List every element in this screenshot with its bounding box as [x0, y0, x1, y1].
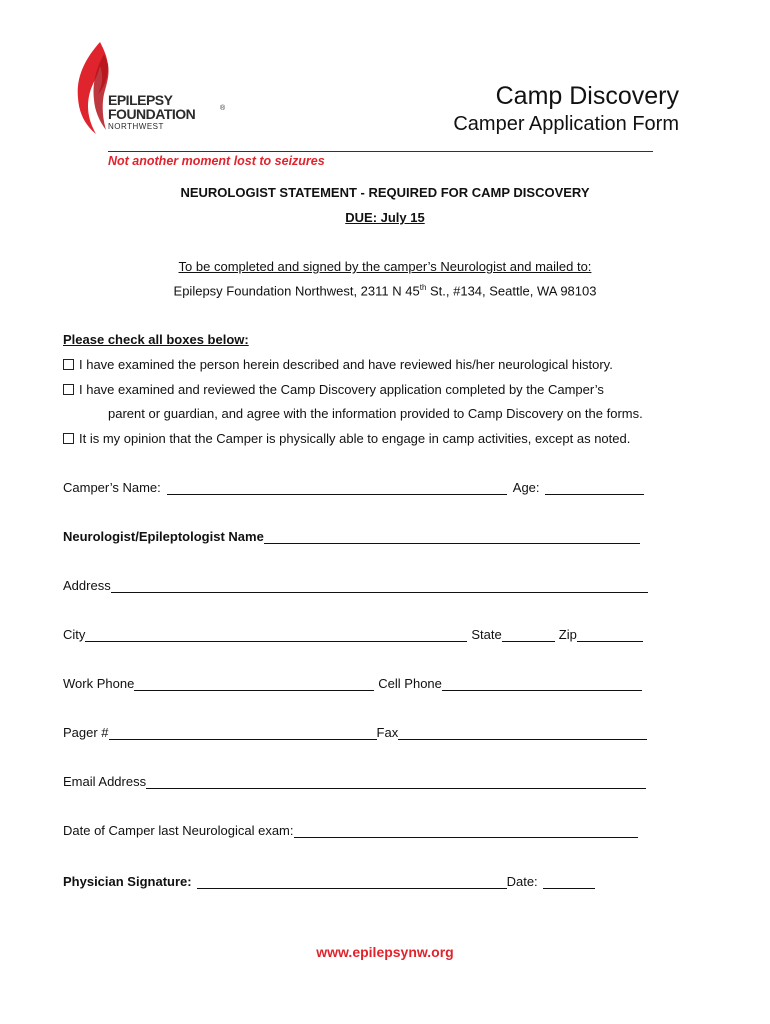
address-field[interactable] — [111, 580, 648, 593]
pager-label: Pager # — [63, 725, 109, 740]
address-part-2: St., #134, Seattle, WA 98103 — [426, 283, 597, 299]
checklist-item-continuation: parent or guardian, and agree with the information provided to Camp Discovery on the forms. — [108, 406, 643, 421]
phone-row — [63, 676, 642, 691]
cell-phone-label: Cell Phone — [378, 676, 442, 691]
checklist-item-label: I have examined and reviewed the Camp Discovery application completed by the Camper’s — [79, 382, 604, 397]
age-label: Age: — [512, 480, 540, 495]
epilepsy-foundation-logo — [74, 40, 234, 140]
state-label: State — [471, 627, 502, 642]
state-field[interactable] — [502, 629, 555, 642]
checkbox[interactable] — [63, 384, 74, 395]
address-part-1: Epilepsy Foundation Northwest, 2311 N 45 — [173, 283, 420, 299]
campers-name-label: Camper’s Name: — [63, 480, 161, 495]
checklist-heading: Please check all boxes below: — [63, 332, 249, 347]
registered-mark: ® — [220, 105, 226, 112]
work-phone-field[interactable] — [134, 678, 374, 691]
address-superscript: th — [419, 283, 427, 292]
campers-name-row — [63, 480, 644, 495]
city-field[interactable] — [85, 629, 467, 642]
work-phone-label: Work Phone — [63, 676, 135, 691]
campers-name-field[interactable] — [167, 482, 507, 495]
mailing-instructions: To be completed and signed by the camper’s Neurologist and mailed to: — [178, 259, 592, 274]
physician-signature-field[interactable] — [197, 876, 507, 889]
fax-field[interactable] — [398, 727, 647, 740]
pager-fax-row — [63, 725, 647, 740]
mailing-address — [0, 283, 770, 298]
zip-label: Zip — [558, 627, 577, 642]
tagline: Not another moment lost to seizures — [108, 154, 325, 168]
form-subtitle: Camper Application Form — [453, 113, 679, 135]
email-label: Email Address — [63, 774, 147, 789]
email-field[interactable] — [146, 776, 646, 789]
date-label: Date: — [506, 874, 538, 889]
city-state-zip-row — [63, 627, 643, 642]
checklist-item-label: It is my opinion that the Camper is physically able to engage in camp activities, except as noted. — [79, 431, 631, 446]
form-title: Camp Discovery — [495, 82, 679, 110]
footer-website-link[interactable]: www.epilepsynw.org — [316, 944, 454, 960]
checklist-item[interactable] — [63, 431, 630, 446]
statement-heading: NEUROLOGIST STATEMENT - REQUIRED FOR CAMP DISCOVERY — [180, 185, 590, 200]
neurologist-name-row — [63, 529, 640, 544]
address-row — [63, 578, 648, 593]
checklist-item[interactable] — [63, 357, 613, 372]
last-exam-field[interactable] — [294, 825, 638, 838]
city-label: City — [63, 627, 86, 642]
cell-phone-field[interactable] — [442, 678, 642, 691]
age-field[interactable] — [545, 482, 644, 495]
date-field[interactable] — [543, 876, 595, 889]
checklist-item[interactable] — [63, 382, 604, 397]
last-exam-label: Date of Camper last Neurological exam: — [63, 823, 294, 838]
logo-text-region: NORTHWEST — [108, 122, 164, 131]
address-label: Address — [63, 578, 111, 593]
logo-text-epilepsy: EPILEPSY — [108, 92, 173, 108]
checkbox[interactable] — [63, 433, 74, 444]
fax-label: Fax — [376, 725, 399, 740]
pager-field[interactable] — [109, 727, 377, 740]
neurologist-name-label: Neurologist/Epileptologist Name — [63, 529, 264, 544]
checklist-item-label: I have examined the person herein described and have reviewed his/her neurological history. — [79, 357, 613, 372]
zip-field[interactable] — [577, 629, 643, 642]
email-row — [63, 774, 646, 789]
due-date: DUE: July 15 — [345, 210, 425, 225]
last-exam-row — [63, 823, 638, 838]
neurologist-name-field[interactable] — [264, 531, 640, 544]
signature-row — [63, 874, 595, 889]
checkbox[interactable] — [63, 359, 74, 370]
logo-text-foundation: FOUNDATION — [108, 106, 196, 122]
flame-icon — [74, 40, 112, 136]
physician-signature-label: Physician Signature: — [63, 874, 192, 889]
header-divider — [108, 151, 653, 152]
